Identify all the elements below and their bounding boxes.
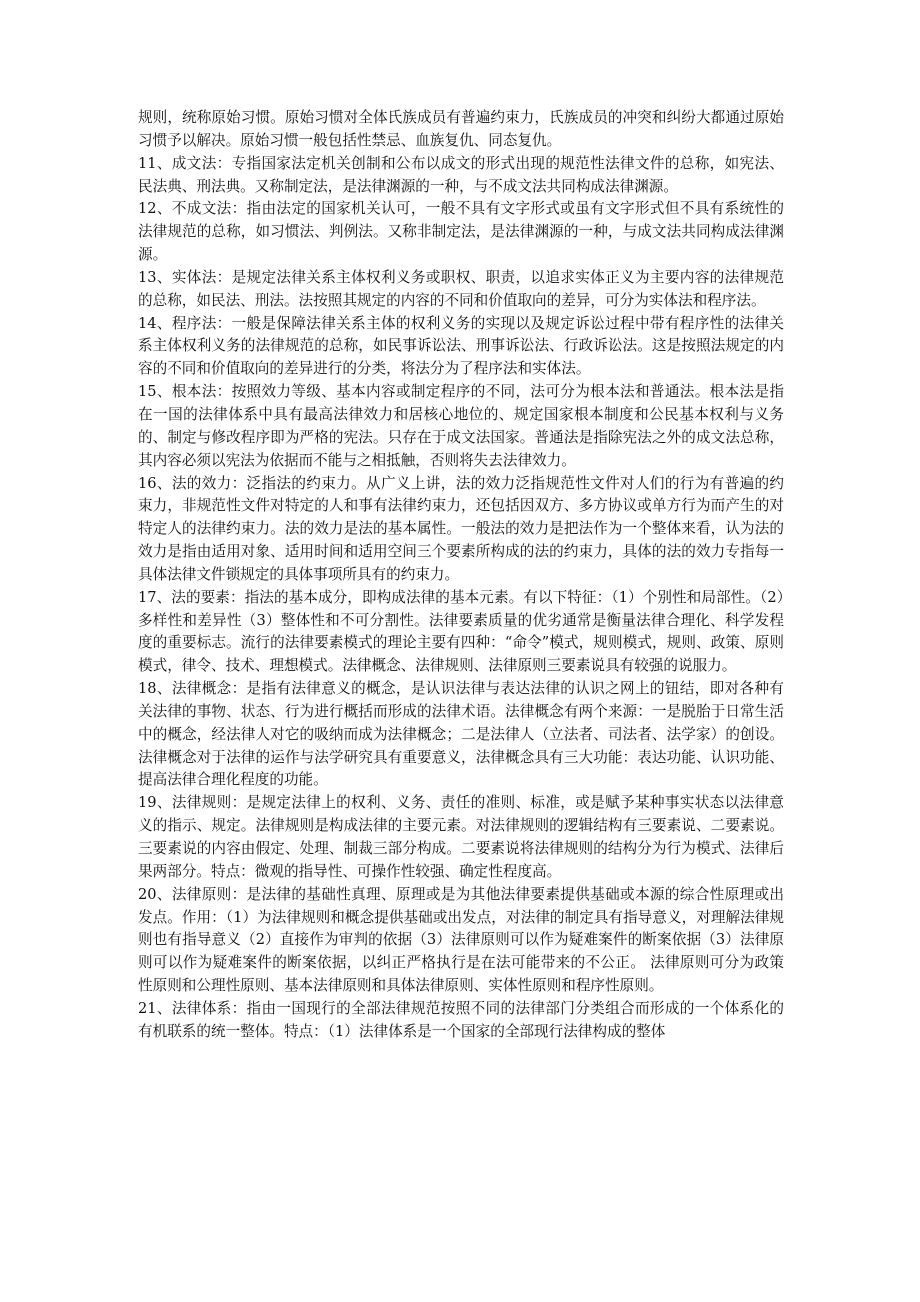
paragraph-legal-concept: 18、法律概念：是指有法律意义的概念，是认识法律与表达法律的认识之网上的钮结，即对各种有关法律的事物、状态、行为进行概括而形成的法律术语。法律概念有两个来源：一是脱胎于日常生活中的概念，经法律人对它的吸纳而成为法律概念；二是法律人（立法者、司法者、法学家）的创设。法律概念对于法律的运作与法学研究具有重要意义，法律概念具有三大功能：表达功能、认识功能、提高法律合理化程度的功能。 xyxy=(138,680,784,789)
paragraph-legal-effect: 16、法的效力：泛指法的约束力。从广义上讲，法的效力泛指规范性文件对人们的行为有普遍的约束力，非规范性文件对特定的人和事有法律约束力，还包括因双方、多方协议或单方行为而产生的对特定人的法律约束力。法的效力是法的基本属性。一般法的效力是把法作为一个整体来看，认为法的效力是指由适用对象、适用时间和适用空间三个要素所构成的法的约束力，具体的法的效力专指每一具体法律文件锁规定的具体事项所具有的约束力。 xyxy=(138,474,784,583)
paragraph-written-law: 11、成文法：专指国家法定机关创制和公布以成文的形式出现的规范性法律文件的总称，如宪法、民法典、刑法典。又称制定法，是法律渊源的一种，与不成文法共同构成法律渊源。 xyxy=(138,154,784,195)
paragraph-legal-system: 21、法律体系：指由一国现行的全部法律规范按照不同的法律部门分类组合而形成的一个体系化的有机联系的统一整体。特点：（1）法律体系是一个国家的全部现行法律构成的整体 xyxy=(138,999,784,1040)
paragraph-legal-elements: 17、法的要素：指法的基本成分，即构成法律的基本元素。有以下特征：（1）个别性和局部性。（2）多样性和差异性（3）整体性和不可分割性。法律要素质量的优劣通常是衡量法律合理化、科学发程度的重要标志。流行的法律要素模式的理论主要有四种：“命令”模式，规则模式，规则、政策、原则模式，律令、技术、理想模式。法律概念、法律规则、法律原则三要素说具有较强的说服力。 xyxy=(138,588,784,675)
paragraph-legal-rule: 19、法律规则：是规定法律上的权利、义务、责任的准则、标准，或是赋予某种事实状态以法律意义的指示、规定。法律规则是构成法律的主要元素。对法律规则的逻辑结构有三要素说、二要素说。三要素说的内容由假定、处理、制裁三部分构成。二要素说将法律规则的结构分为行为模式、法律后果两部分。特点：微观的指导性、可操作性较强、确定性程度高。 xyxy=(138,794,784,880)
paragraph-procedural-law: 14、程序法：一般是保障法律关系主体的权利义务的实现以及规定诉讼过程中带有程序性的法律关系主体权利义务的法律规范的总称，如民事诉讼法、刑事诉讼法、行政诉讼法。这是按照法规定的内容的不同和价值取向的差异进行的分类，将法分为了程序法和实体法。 xyxy=(138,314,784,378)
paragraph-unwritten-law: 12、不成文法：指由法定的国家机关认可，一般不具有文字形式或虽有文字形式但不具有系统性的法律规范的总称，如习惯法、判例法。又称非制定法，是法律渊源的一种，与成文法共同构成法律渊源。 xyxy=(138,200,784,264)
paragraph-fundamental-law: 15、根本法：按照效力等级、基本内容或制定程序的不同，法可分为根本法和普通法。根本法是指在一国的法律体系中具有最高法律效力和居核心地位的、规定国家根本制度和公民基本权利与义务的、制定与修改程序即为严格的宪法。只存在于成文法国家。普通法是指除宪法之外的成文法总称，其内容必须以宪法为依据而不能与之相抵触，否则将失去法律效力。 xyxy=(138,383,784,469)
document-body xyxy=(138,107,784,1044)
paragraph-primitive-custom-continued: 规则，统称原始习惯。原始习惯对全体氏族成员有普遍约束力，氏族成员的冲突和纠纷大都通过原始习惯予以解决。原始习惯一般包括性禁忌、血族复仇、同态复仇。 xyxy=(138,109,784,149)
paragraph-legal-principle: 20、法律原则：是法律的基础性真理、原理或是为其他法律要素提供基础或本源的综合性原理或出发点。作用：（1）为法律规则和概念提供基础或出发点，对法律的制定具有指导意义，对理解法律规则也有指导意义（2）直接作为审判的依据（3）法律原则可以作为疑难案件的断案依据（3）法律原则可以作为疑难案件的断案依据，以纠正严格执行是在法可能带来的不公正。 法律原则可分为政策性原则和公理性原则、基本法律原则和具体法律原则、实体性原则和程序性原则。 xyxy=(138,885,784,995)
paragraph-substantive-law: 13、实体法：是规定法律关系主体权利义务或职权、职责，以追求实体正义为主要内容的法律规范的总称，如民法、刑法。法按照其规定的内容的不同和价值取向的差异，可分为实体法和程序法。 xyxy=(138,268,784,309)
